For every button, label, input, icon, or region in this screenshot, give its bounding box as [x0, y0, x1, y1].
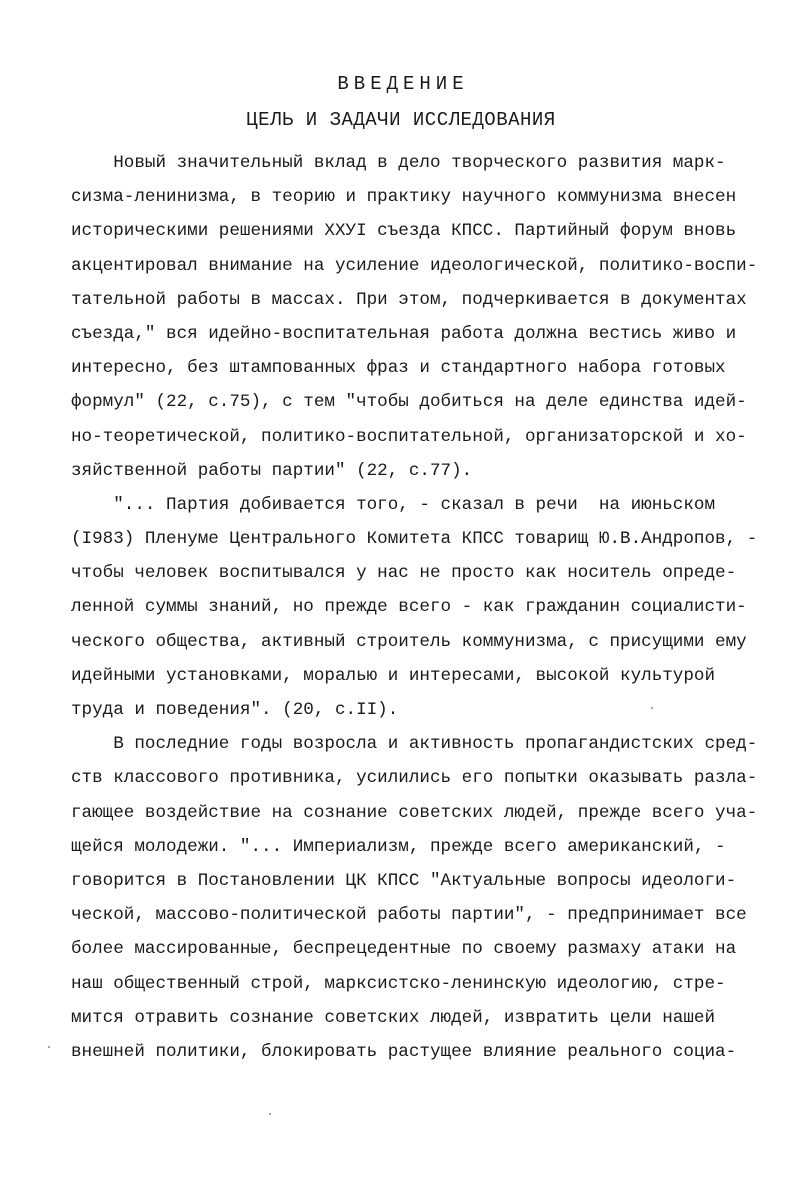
text-line: тательной работы в массах. При этом, подчеркивается в документах [71, 289, 747, 310]
text-line: акцентировал внимание на усиление идеологической, политико-воспи- [71, 255, 758, 276]
body-text [71, 146, 761, 1069]
text-line: идейными установками, моралью и интересами, высокой культурой [71, 665, 716, 686]
text-line: интересно, без штампованных фраз и стандартного набора готовых [71, 358, 726, 379]
text-line: но-теоретической, политико-воспитательной, организаторской и хо- [71, 426, 747, 447]
text-line: труда и поведения". (20, с.II). [71, 700, 399, 720]
text-line: наш общественный строй, марксистско-ленинскую идеологию, стре- [71, 973, 726, 994]
text-line: гающее воздействие на сознание советских людей, прежде всего уча- [71, 802, 758, 823]
section-title: ВВЕДЕНИЕ [337, 73, 469, 95]
text-line: Новый значительный вклад в дело творческого развития марк- [71, 153, 726, 173]
text-line: чтобы человек воспитывался у нас не просто как носитель опреде- [71, 563, 737, 584]
text-line: внешней политики, блокировать растущее влияние реального социа- [71, 1041, 737, 1062]
text-line: зяйственной работы партии" (22, с.77). [71, 460, 473, 481]
text-line: ств классового противника, усилились его попытки оказывать разла- [71, 768, 758, 789]
text-line: "... Партия добивается того, - сказал в речи на июньском [71, 494, 716, 515]
text-line: мится отравить сознание советских людей, извратить цели нашей [71, 1007, 716, 1028]
text-line: историческими решениями ХХУI съезда КПСС. Партийный форум вновь [71, 221, 737, 242]
text-line: ческой, массово-политической работы партии", - предпринимает все [71, 905, 747, 926]
text-line: съезда," вся идейно-воспитательная работа должна вестись живо и [71, 323, 737, 344]
scan-speck [48, 1046, 50, 1048]
scan-speck [651, 707, 653, 709]
text-line: (I983) Пленуме Центрального Комитета КПСС товарищ Ю.В.Андропов, - [71, 529, 758, 550]
text-line: сизма-ленинизма, в теорию и практику научного коммунизма внесен [71, 187, 737, 208]
text-line: более массированные, беспрецедентные по своему размаху атаки на [71, 939, 737, 960]
text-line: В последние годы возросла и активность пропагандистских сред- [71, 734, 758, 755]
text-line: формул" (22, с.75), с тем "чтобы добиться на деле единства идей- [71, 392, 747, 413]
text-line: говорится в Постановлении ЦК КПСС "Актуальные вопросы идеологи- [71, 870, 737, 891]
text-line: ленной суммы знаний, но прежде всего - как гражданин социалисти- [71, 597, 747, 618]
text-line: ческого общества, активный строитель коммунизма, с присущими ему [71, 631, 747, 652]
section-subtitle: ЦЕЛЬ И ЗАДАЧИ ИССЛЕДОВАНИЯ [246, 109, 556, 131]
scan-speck [269, 1113, 271, 1115]
text-line: щейся молодежи. "... Империализм, прежде всего американский, - [71, 836, 726, 857]
